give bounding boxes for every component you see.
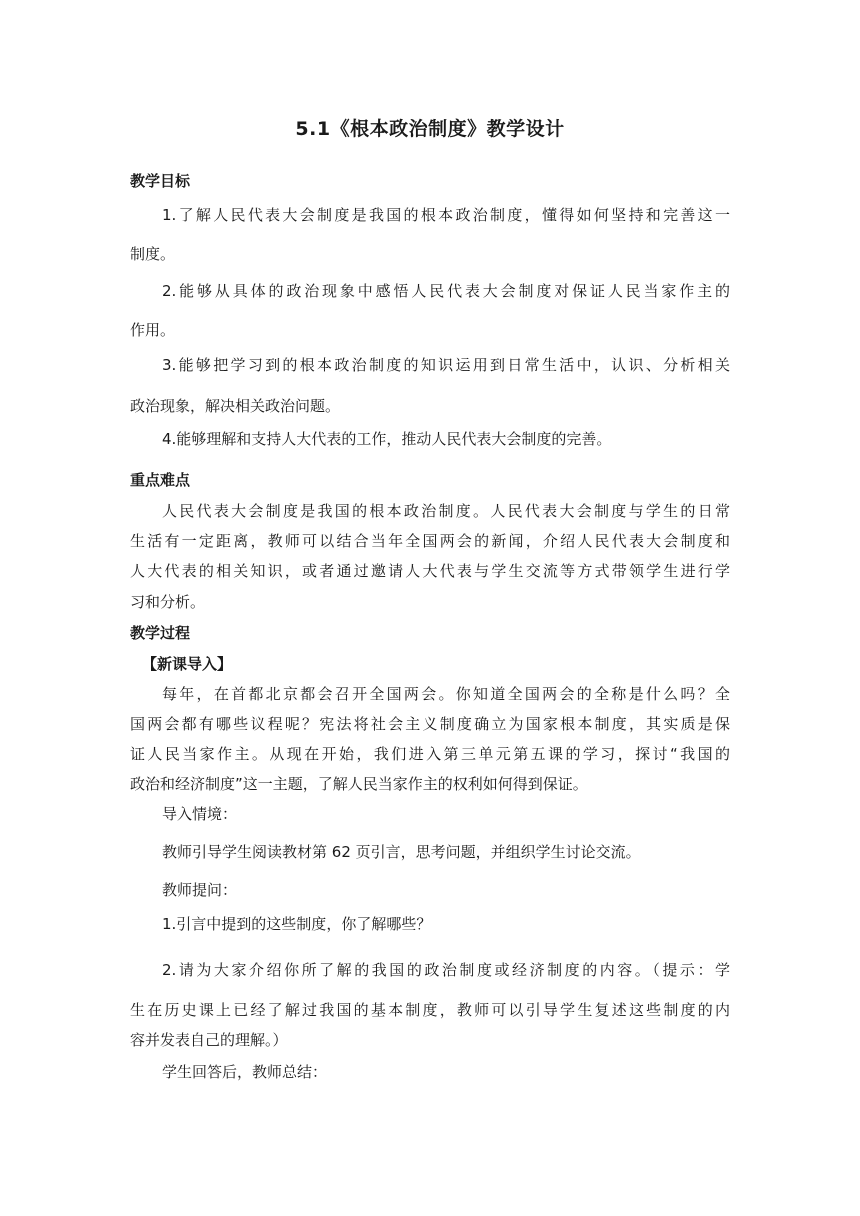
intro-line-2: 国两会都有哪些议程呢？宪法将社会主义制度确立为国家根本制度，其实质是保 — [130, 715, 730, 733]
key-line-2: 生活有一定距离，教师可以结合当年全国两会的新闻，介绍人民代表大会制度和 — [130, 532, 730, 550]
intro-line-4: 政治和经济制度”这一主题，了解人民当家作主的权利如何得到保证。 — [130, 775, 588, 793]
goal-2-line-1: 2.能够从具体的政治现象中感悟人民代表大会制度对保证人民当家作主的 — [162, 282, 730, 300]
heading-goals: 教学目标 — [130, 172, 191, 190]
question-1: 1.引言中提到的这些制度，你了解哪些？ — [162, 915, 432, 933]
intro-line-3: 证人民当家作主。从现在开始，我们进入第三单元第五课的学习，探讨“我国的 — [130, 745, 730, 763]
question-2-line-3: 容并发表自己的理解。） — [130, 1031, 288, 1049]
goal-3-line-1: 3.能够把学习到的根本政治制度的知识运用到日常生活中，认识、分析相关 — [162, 356, 730, 374]
intro-heading: 【新课导入】 — [142, 655, 233, 673]
intro-line-1: 每年，在首都北京都会召开全国两会。你知道全国两会的全称是什么吗？全 — [162, 685, 730, 703]
key-line-4: 习和分析。 — [130, 593, 206, 611]
goal-4-line-1: 4.能够理解和支持人大代表的工作，推动人民代表大会制度的完善。 — [162, 430, 612, 448]
question-label: 教师提问： — [162, 881, 238, 899]
summary-label: 学生回答后，教师总结： — [162, 1063, 328, 1081]
goal-3-line-2: 政治现象，解决相关政治问题。 — [130, 397, 341, 415]
heading-process: 教学过程 — [130, 624, 191, 642]
scenario-label: 导入情境： — [162, 805, 238, 823]
question-2-line-1: 2.请为大家介绍你所了解的我国的政治制度或经济制度的内容。（提示：学 — [162, 961, 730, 979]
key-line-1: 人民代表大会制度是我国的根本政治制度。人民代表大会制度与学生的日常 — [162, 502, 730, 520]
heading-key-points: 重点难点 — [130, 471, 191, 489]
question-2-line-2: 生在历史课上已经了解过我国的基本制度，教师可以引导学生复述这些制度的内 — [130, 1001, 730, 1019]
goal-1-line-1: 1.了解人民代表大会制度是我国的根本政治制度，懂得如何坚持和完善这一 — [162, 206, 730, 224]
goal-2-line-2: 作用。 — [130, 321, 176, 339]
scenario-text: 教师引导学生阅读教材第 62 页引言，思考问题，并组织学生讨论交流。 — [162, 843, 641, 861]
goal-1-line-2: 制度。 — [130, 245, 176, 263]
key-line-3: 人大代表的相关知识，或者通过邀请人大代表与学生交流等方式带领学生进行学 — [130, 562, 730, 580]
document-title: 5.1《根本政治制度》教学设计 — [295, 118, 565, 140]
